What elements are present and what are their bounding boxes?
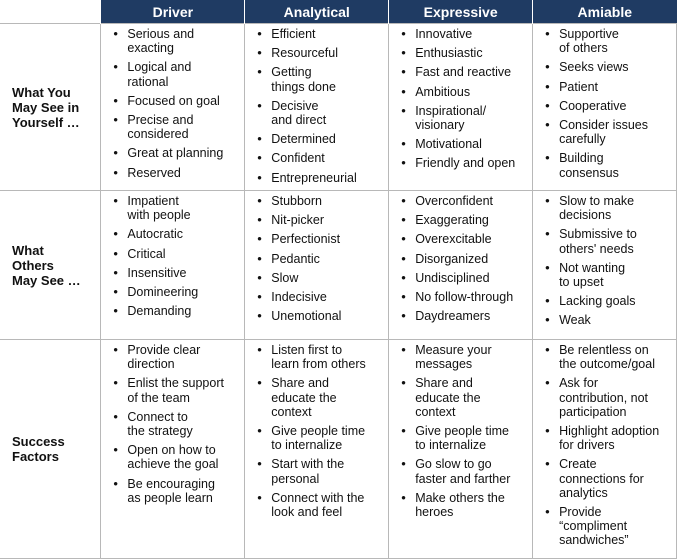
column-header-amiable: Amiable	[533, 0, 677, 24]
list-item: • Decisive and direct	[255, 99, 384, 127]
cell-analytical	[245, 340, 389, 559]
list-item: • No follow-through	[399, 290, 528, 304]
list-item: • Daydreamers	[399, 309, 528, 323]
list-item: • Start with the personal	[255, 457, 384, 485]
bullet-list	[389, 24, 532, 171]
list-item: • Focused on goal	[111, 94, 240, 108]
list-item: • Entrepreneurial	[255, 171, 384, 185]
row-what-you-see	[0, 24, 677, 191]
list-item: • Precise and considered	[111, 113, 240, 141]
list-item: • Domineering	[111, 285, 240, 299]
list-item: • Fast and reactive	[399, 65, 528, 79]
list-item: • Measure your messages	[399, 343, 528, 371]
list-item: • Reserved	[111, 166, 240, 180]
list-item: • Be encouraging as people learn	[111, 477, 240, 505]
list-item: • Provide “compliment sandwiches”	[543, 505, 672, 548]
list-item: • Seeks views	[543, 60, 672, 74]
list-item: • Great at planning	[111, 146, 240, 160]
list-item: • Getting things done	[255, 65, 384, 93]
list-item: • Make others the heroes	[399, 491, 528, 519]
list-item: • Serious and exacting	[111, 27, 240, 55]
list-item: • Confident	[255, 151, 384, 165]
list-item: • Unemotional	[255, 309, 384, 323]
list-item: • Listen first to learn from others	[255, 343, 384, 371]
list-item: • Indecisive	[255, 290, 384, 304]
bullet-list	[533, 191, 676, 328]
list-item: • Connect with the look and feel	[255, 491, 384, 519]
cell-amiable	[533, 191, 677, 340]
bullet-list	[101, 340, 244, 505]
list-item: • Submissive to others' needs	[543, 227, 672, 255]
bullet-list	[101, 191, 244, 318]
list-item: • Create connections for analytics	[543, 457, 672, 500]
list-item: • Autocratic	[111, 227, 240, 241]
cell-driver	[101, 340, 245, 559]
bullet-list	[245, 340, 388, 519]
list-item: • Impatient with people	[111, 194, 240, 222]
list-item: • Overexcitable	[399, 232, 528, 246]
list-item: • Ask for contribution, not participation	[543, 376, 672, 419]
list-item: • Lacking goals	[543, 294, 672, 308]
list-item: • Patient	[543, 80, 672, 94]
cell-analytical	[245, 191, 389, 340]
cell-analytical	[245, 24, 389, 191]
list-item: • Innovative	[399, 27, 528, 41]
list-item: • Enlist the support of the team	[111, 376, 240, 404]
column-header-analytical: Analytical	[245, 0, 389, 24]
list-item: • Open on how to achieve the goal	[111, 443, 240, 471]
cell-expressive	[389, 191, 533, 340]
list-item: • Inspirational/ visionary	[399, 104, 528, 132]
list-item: • Pedantic	[255, 252, 384, 266]
list-item: • Nit-picker	[255, 213, 384, 227]
cell-amiable	[533, 24, 677, 191]
list-item: • Give people time to internalize	[399, 424, 528, 452]
bullet-list	[101, 24, 244, 180]
bullet-list	[389, 340, 532, 519]
bullet-list	[389, 191, 532, 323]
list-item: • Cooperative	[543, 99, 672, 113]
row-header: What You May See in Yourself …	[0, 24, 101, 191]
list-item: • Undisciplined	[399, 271, 528, 285]
bullet-list	[245, 191, 388, 323]
cell-amiable	[533, 340, 677, 559]
column-header-driver: Driver	[101, 0, 245, 24]
list-item: • Provide clear direction	[111, 343, 240, 371]
bullet-list	[533, 340, 676, 548]
list-item: • Weak	[543, 313, 672, 327]
row-header: Success Factors	[0, 340, 101, 559]
cell-expressive	[389, 24, 533, 191]
list-item: • Critical	[111, 247, 240, 261]
list-item: • Disorganized	[399, 252, 528, 266]
list-item: • Supportive of others	[543, 27, 672, 55]
row-what-others-see	[0, 191, 677, 340]
corner-cell	[0, 0, 101, 24]
list-item: • Demanding	[111, 304, 240, 318]
list-item: • Exaggerating	[399, 213, 528, 227]
list-item: • Stubborn	[255, 194, 384, 208]
list-item: • Highlight adoption for drivers	[543, 424, 672, 452]
list-item: • Go slow to go faster and farther	[399, 457, 528, 485]
bullet-list	[245, 24, 388, 185]
list-item: • Give people time to internalize	[255, 424, 384, 452]
row-header: What Others May See …	[0, 191, 101, 340]
list-item: • Determined	[255, 132, 384, 146]
list-item: • Friendly and open	[399, 156, 528, 170]
row-success-factors	[0, 340, 677, 559]
cell-driver	[101, 191, 245, 340]
list-item: • Enthusiastic	[399, 46, 528, 60]
list-item: • Insensitive	[111, 266, 240, 280]
list-item: • Connect to the strategy	[111, 410, 240, 438]
list-item: • Not wanting to upset	[543, 261, 672, 289]
list-item: • Consider issues carefully	[543, 118, 672, 146]
list-item: • Logical and rational	[111, 60, 240, 88]
list-item: • Overconfident	[399, 194, 528, 208]
list-item: • Slow	[255, 271, 384, 285]
list-item: • Building consensus	[543, 151, 672, 179]
list-item: • Slow to make decisions	[543, 194, 672, 222]
list-item: • Be relentless on the outcome/goal	[543, 343, 672, 371]
list-item: • Motivational	[399, 137, 528, 151]
list-item: • Share and educate the context	[399, 376, 528, 419]
list-item: • Efficient	[255, 27, 384, 41]
list-item: • Ambitious	[399, 85, 528, 99]
list-item: • Resourceful	[255, 46, 384, 60]
header-row	[0, 0, 677, 24]
list-item: • Share and educate the context	[255, 376, 384, 419]
list-item: • Perfectionist	[255, 232, 384, 246]
cell-driver	[101, 24, 245, 191]
cell-expressive	[389, 340, 533, 559]
column-header-expressive: Expressive	[389, 0, 533, 24]
bullet-list	[533, 24, 676, 180]
